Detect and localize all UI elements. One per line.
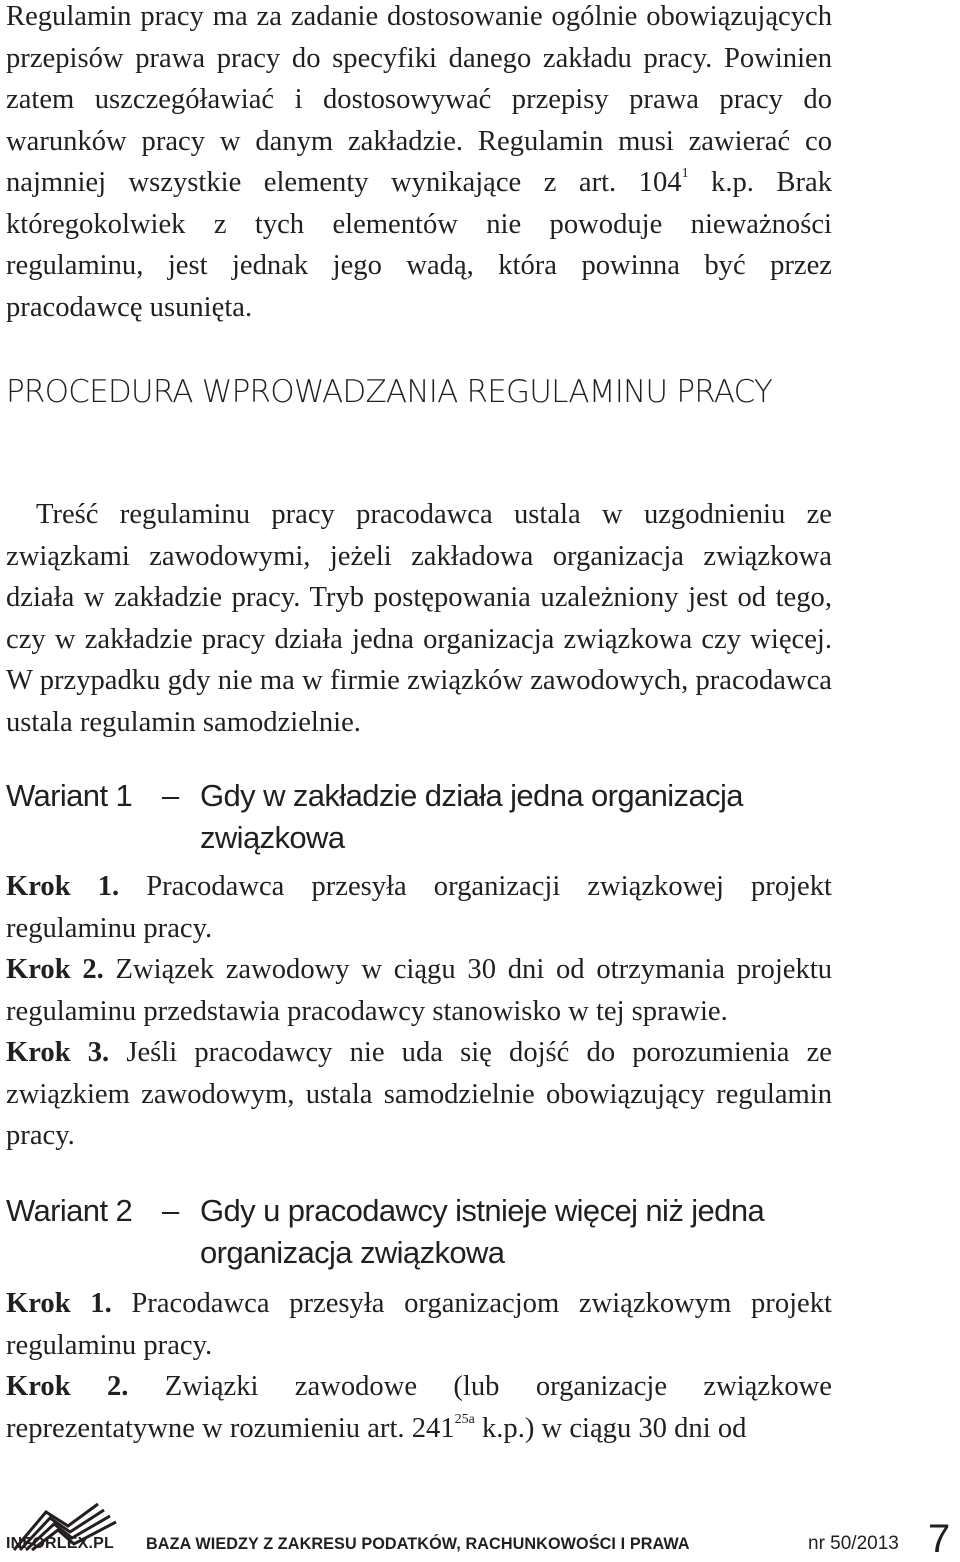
step-superscript: 25a bbox=[454, 1411, 475, 1427]
intro-text-2: k.p. Brak któregokolwiek z tych elementów nie powoduje nieważności regulaminu, jest jednak jego wadą, która powinna być przez pracodawcę usunięta. bbox=[6, 167, 832, 323]
step-text: Jeśli pracodawcy nie uda się dojść do porozumienia ze związkiem zawodowym, ustala samodzielnie obowiązujący regulamin pracy. bbox=[6, 1037, 832, 1151]
intro-text-1: Regulamin pracy ma za zadanie dostosowanie ogólnie obowiązujących przepisów prawa pracy do specyfiki danego zakładu pracy. Powinien zatem uszczegóławiać i dostosowywać przepisy prawa pracy do warunków pracy w danym zakładzie. Regulamin musi zawierać co najmniej wszystkie elementy wynikające z art. 104 bbox=[6, 1, 832, 198]
step bbox=[6, 949, 832, 1032]
logo-text: INFORLEX.PL bbox=[6, 1535, 114, 1552]
step bbox=[6, 1366, 832, 1449]
step-text-continued: k.p.) w ciągu 30 dni od bbox=[474, 1412, 747, 1444]
section-title: PROCEDURA WPROWADZANIA REGULAMINU PRACY bbox=[6, 374, 773, 410]
page-footer bbox=[0, 1480, 960, 1561]
variant-2-steps bbox=[6, 1283, 832, 1449]
step-text: Pracodawca przesyła organizacji związkowej projekt regulaminu pracy. bbox=[6, 871, 832, 944]
step-label: Krok 1. bbox=[6, 1288, 112, 1319]
step-label: Krok 3. bbox=[6, 1037, 110, 1068]
step-text: Związek zawodowy w ciągu 30 dni od otrzymania projektu regulaminu przedstawia pracodawcy stanowisko w tej sprawie. bbox=[6, 954, 832, 1027]
step-text: Pracodawca przesyła organizacjom związkowym projekt regulaminu pracy. bbox=[6, 1288, 832, 1361]
issue-number: nr 50/2013 bbox=[808, 1533, 899, 1554]
variant-dash: – bbox=[162, 1193, 179, 1228]
page-number: 7 bbox=[928, 1517, 951, 1561]
variant-dash: – bbox=[162, 778, 179, 813]
intro-superscript: 1 bbox=[681, 166, 689, 181]
variant-1-steps bbox=[6, 866, 832, 1157]
step-label: Krok 1. bbox=[6, 871, 120, 902]
footer-title: BAZA WIEDZY Z ZAKRESU PODATKÓW, RACHUNKOWOŚCI I PRAWA bbox=[146, 1535, 690, 1553]
variant-title: Gdy w zakładzie działa jedna organizacja związkowa bbox=[200, 778, 743, 855]
variant-label: Wariant 1 bbox=[6, 778, 133, 813]
step bbox=[6, 1283, 832, 1366]
step-label: Krok 2. bbox=[6, 1371, 129, 1402]
step-label: Krok 2. bbox=[6, 954, 104, 985]
step bbox=[6, 1032, 832, 1157]
step bbox=[6, 866, 832, 949]
variant-label: Wariant 2 bbox=[6, 1193, 133, 1228]
variant-title: Gdy u pracodawcy istnieje więcej niż jedna organizacja związkowa bbox=[200, 1193, 765, 1270]
intro-paragraph bbox=[6, 0, 832, 328]
section-paragraph: Treść regulaminu pracy pracodawca ustala w uzgodnieniu ze związkami zawodowymi, jeżeli zakładowa organizacja związkowa działa w zakładzie pracy. Tryb postępowania uzależniony jest od tego, czy w zakładzie pracy działa jedna organizacja związkowa czy więcej. W przypadku gdy nie ma w firmie związków zawodowych, pracodawca ustala regulamin samodzielnie. bbox=[6, 499, 832, 738]
step-text: Związki zawodowe (lub organizacje związkowe reprezentatywne w rozumieniu art. 241 bbox=[6, 1371, 833, 1444]
